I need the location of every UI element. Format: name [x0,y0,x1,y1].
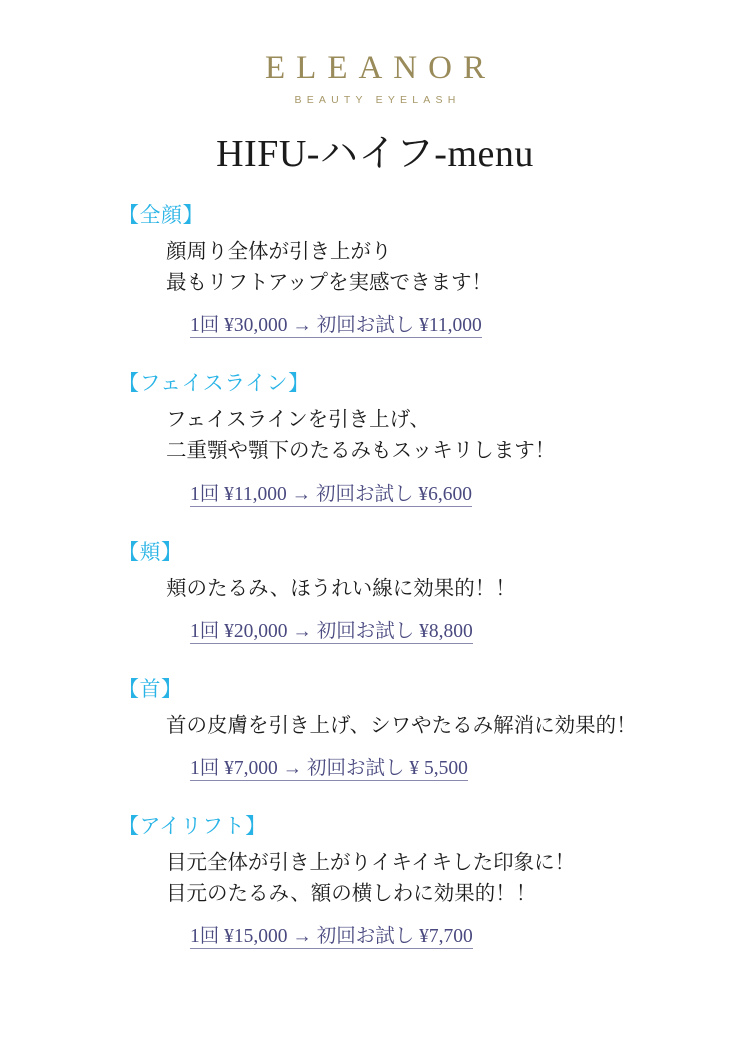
section-heading: 【フェイスライン】 [118,371,310,396]
section-heading: 【首】 [118,676,183,701]
price-line [118,615,710,643]
menu-section [118,673,710,780]
section-heading: 【頬】 [118,539,183,564]
menu-section [118,199,710,337]
menu-section [118,810,710,948]
description-line: フェイスラインを引き上げ、 [166,409,430,432]
description-line: 目元のたるみ、額の横しわに効果的！！ [166,883,537,906]
price-text: 1回 ¥15,000 → 初回お試し ¥7,700 [190,926,473,948]
price-line [118,752,710,780]
brand-logo [0,0,750,106]
section-heading: 【全顔】 [118,203,204,227]
price-text: 1回 ¥20,000 → 初回お試し ¥8,800 [190,620,473,642]
section-description [118,848,710,910]
description-line: 首の皮膚を引き上げ、シワやたるみ解消に効果的！ [166,714,637,737]
section-description [118,237,710,299]
description-line: 目元全体が引き上がりイキイキした印象に！ [166,851,576,874]
menu-section [118,536,710,643]
price-line [118,309,710,337]
description-line: 最もリフトアップを実感できます！ [166,272,492,295]
description-line: 頬のたるみ、ほうれい線に効果的！！ [166,577,516,600]
section-description [118,711,710,742]
section-description [118,574,710,605]
price-text: 1回 ¥7,000 → 初回お試し ¥ 5,500 [190,757,468,779]
section-heading: 【アイリフト】 [118,813,267,838]
menu-section [118,367,710,505]
description-line: 二重顎や顎下のたるみもスッキリします！ [166,440,556,463]
brand-subtitle: BEAUTY EYELASH [294,94,461,106]
price-line [118,478,710,506]
section-description [118,405,710,467]
page-title: HIFU-ハイフ-menu [216,133,534,175]
description-line: 顔周り全体が引き上がり [166,241,392,263]
price-text: 1回 ¥11,000 → 初回お試し ¥6,600 [190,483,473,505]
menu-sections [0,199,750,948]
price-text: 1回 ¥30,000 → 初回お試し ¥11,000 [190,315,482,337]
brand-name: ELEANOR [265,50,496,86]
price-line [118,920,710,948]
